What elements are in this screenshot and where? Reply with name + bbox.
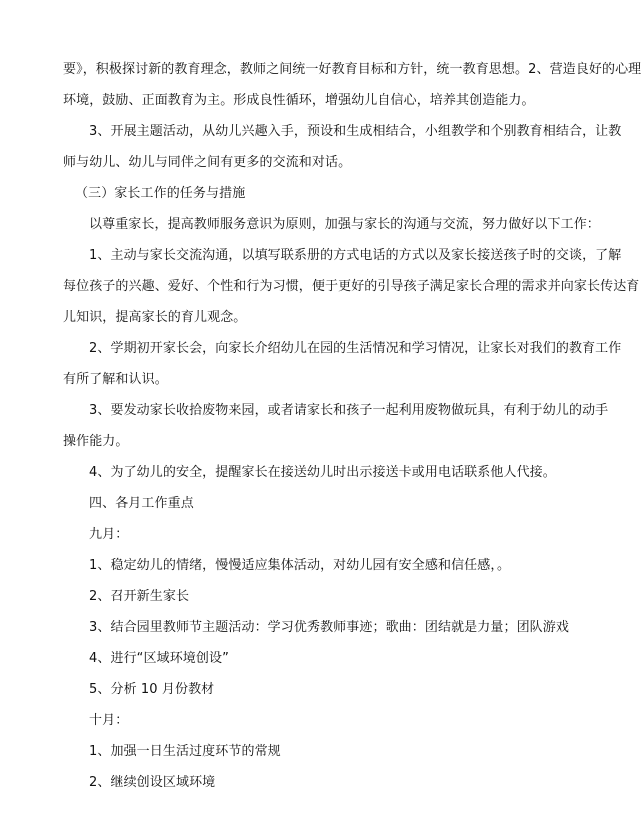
paragraph-line: 每位孩子的兴趣、爱好、个性和行为习惯，便于更好的引导孩子满足家长合理的需求并向家长传达育 xyxy=(63,279,640,294)
paragraph-line: 1、主动与家长交流沟通，以填写联系册的方式电话的方式以及家长接送孩子时的交谈，了解 xyxy=(89,248,622,263)
paragraph-line: 儿知识，提高家长的育儿观念。 xyxy=(63,310,247,325)
paragraph-line: 有所了解和认识。 xyxy=(63,372,168,387)
paragraph-line: 环境，鼓励、正面教育为主。形成良性循环，增强幼儿自信心，培养其创造能力。 xyxy=(63,93,535,108)
list-item: 1、稳定幼儿的情绪，慢慢适应集体活动，对幼儿园有安全感和信任感，。 xyxy=(89,558,511,573)
paragraph-line: 2、学期初开家长会，向家长介绍幼儿在园的生活情况和学习情况，让家长对我们的教育工作 xyxy=(89,341,622,356)
month-heading: 十月： xyxy=(89,713,129,728)
list-item: 3、结合园里教师节主题活动：学习优秀教师事迹；歌曲：团结就是力量；团队游戏 xyxy=(89,620,569,635)
list-item: 2、继续创设区域环境 xyxy=(89,775,216,790)
section-heading: 四、各月工作重点 xyxy=(89,496,194,511)
month-heading: 九月： xyxy=(89,527,129,542)
paragraph-line: 4、为了幼儿的安全，提醒家长在接送幼儿时出示接送卡或用电话联系他人代接。 xyxy=(89,465,556,480)
paragraph-line: 以尊重家长，提高教师服务意识为原则，加强与家长的沟通与交流，努力做好以下工作： xyxy=(89,217,600,232)
list-item: 5、分析 10 月份教材 xyxy=(89,682,215,697)
list-item: 1、加强一日生活过度环节的常规 xyxy=(89,744,281,759)
section-heading: （三）家长工作的任务与措施 xyxy=(75,186,246,201)
paragraph-line: 师与幼儿、幼儿与同伴之间有更多的交流和对话。 xyxy=(63,155,352,170)
paragraph-line: 操作能力。 xyxy=(63,434,129,449)
paragraph-line: 3、要发动家长收拾废物来园，或者请家长和孩子一起利用废物做玩具，有利于幼儿的动手 xyxy=(89,403,609,418)
paragraph-line: 3、开展主题活动，从幼儿兴趣入手，预设和生成相结合，小组教学和个别教育相结合，让教 xyxy=(89,124,622,139)
list-item: 4、进行“区域环境创设” xyxy=(89,651,229,666)
paragraph-line: 要》，积极探讨新的教育理念，教师之间统一好教育目标和方针，统一教育思想。2、营造良好的心理 xyxy=(63,62,641,77)
list-item: 2、召开新生家长 xyxy=(89,589,190,604)
